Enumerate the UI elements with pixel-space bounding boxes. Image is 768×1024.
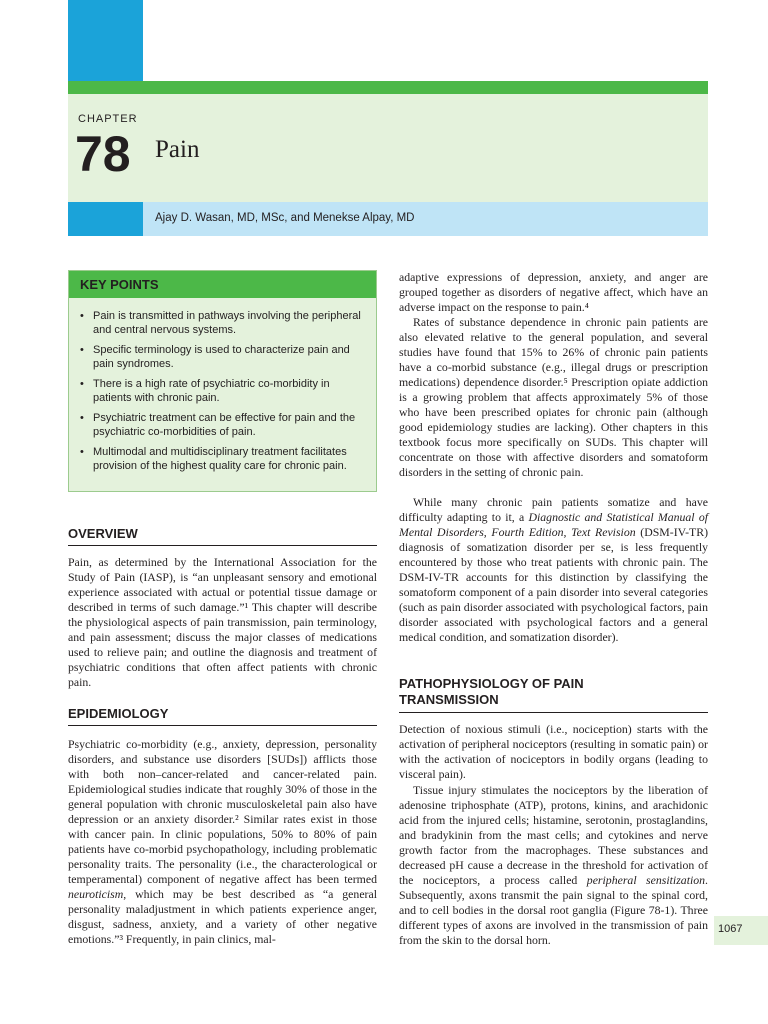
right-paragraph-3 (399, 495, 708, 645)
pathophysiology-heading-line1: PATHOPHYSIOLOGY OF PAIN (399, 676, 584, 691)
key-point-text: Pain is transmitted in pathways involving the peripheral and central nervous systems. (93, 310, 361, 336)
bullet-icon: • (80, 344, 84, 356)
header-accent-block (68, 0, 143, 81)
page-number: 1067 (718, 923, 743, 935)
patho-p2-emphasis: peripheral sensitization (586, 873, 706, 887)
pathophysiology-heading (399, 676, 584, 708)
bullet-icon: • (80, 412, 84, 424)
bullet-icon: • (80, 310, 84, 322)
key-point-text: There is a high rate of psychiatric co-morbidity in patients with chronic pain. (93, 378, 330, 404)
pathophysiology-rule (399, 712, 708, 713)
key-point-item (78, 377, 370, 405)
key-point-text: Specific terminology is used to characterize pain and pain syndromes. (93, 344, 350, 370)
right-p3-part2: (DSM-IV-TR) diagnosis of somatization disorder per se, is less frequently encountered by those who treat patients with chronic pain. The DSM-IV-TR accounts for this distinction by classifying the somatoform component of a pain disorder into several categories (such as pain disorder associated with psychological factors, pain disorder associated with psychological factors and a general medical condition, and somatization disorder). (399, 525, 709, 644)
key-points-header (69, 271, 376, 298)
epidemiology-text-part2: , which may be best described as “a general personality maladjustment in which patients experience anger, disgust, sadness, anxiety, and a variety of other negative emotions.”³ Frequently, in pain clinics, mal- (68, 887, 377, 946)
key-point-item (78, 309, 370, 337)
key-points-title: KEY POINTS (80, 277, 159, 292)
right-paragraph-2: Rates of substance dependence in chronic pain patients are also elevated relative to the general population, and several studies have found that 15% to 26% of chronic pain patients have a co-morbid substance (e.g., illegal drugs or prescription medications) dependence disorder.⁵ Prescription opiate addiction is a growing problem that affects approximately 5% of those who have been prescribed opiates for chronic pain (although good epidemiology studies are lacking). Other chapters in this textbook focus more specifically on SUDs. This chapter will concentrate on those with affective disorders and somatoform disorders in the setting of chronic pain. (399, 315, 708, 479)
overview-heading: OVERVIEW (68, 526, 138, 541)
header-green-bar (68, 81, 708, 94)
key-point-text: Multimodal and multidisciplinary treatment facilitates provision of the highest quality care for chronic pain. (93, 446, 347, 472)
overview-rule (68, 545, 377, 546)
pathophysiology-paragraph-1: Detection of noxious stimuli (i.e., nociception) starts with the activation of peripheral nociceptors (resulting in somatic pain) or with the activation of nociceptors in bodily organs (leading to visceral pain). (399, 722, 708, 781)
epidemiology-rule (68, 725, 377, 726)
key-points-box (68, 270, 377, 492)
patho-p2-part1: Tissue injury stimulates the nociceptors by the liberation of adenosine triphosphate (ATP), protons, kinins, and arachidonic acid from the injured cells; histamine, serotonin, prostaglandins, and bradykinin from the mast cells; and cytokines and nerve growth factor from the macrophages. These substances and decreased pH cause a decrease in the threshold for activation of the nociceptors, a process called (399, 783, 708, 887)
right-p3-part1: While many chronic pain patients somatize and have difficulty adapting to it, a (399, 495, 708, 524)
pathophysiology-heading-line2: TRANSMISSION (399, 692, 499, 707)
epidemiology-text-emphasis: neuroticism (68, 887, 124, 901)
chapter-label: CHAPTER (78, 113, 138, 125)
key-points-list (78, 309, 370, 479)
pathophysiology-paragraph-2 (399, 783, 708, 948)
chapter-title: Pain (155, 136, 200, 163)
chapter-authors: Ajay D. Wasan, MD, MSc, and Menekse Alpay, MD (155, 212, 415, 224)
epidemiology-paragraph (68, 737, 377, 947)
patho-p2-part2: . Subsequently, axons transmit the pain signal to the spinal cord, and to cell bodies in the dorsal root ganglia (Figure 78-1). Three different types of axons are involved in the transmission of pain from the skin to the dorsal horn. (399, 873, 708, 947)
key-point-item (78, 445, 370, 473)
key-point-item (78, 411, 370, 439)
key-point-item (78, 343, 370, 371)
right-p3-emphasis: Diagnostic and Statistical Manual of Mental Disorders, Fourth Edition, Text Revision (399, 510, 709, 539)
overview-paragraph: Pain, as determined by the International Association for the Study of Pain (IASP), is “an unpleasant sensory and emotional experience associated with actual or potential tissue damage or described in terms of such damage.”¹ This chapter will describe the physiological aspects of pain transmission, pain terminology, and pain assessment; discuss the major classes of medications used to relieve pain; and outline the diagnosis and treatment of psychiatric conditions that often affect patients with chronic pain. (68, 555, 377, 689)
key-point-text: Psychiatric treatment can be effective for pain and the psychiatric co-morbidities of pain. (93, 412, 356, 438)
bullet-icon: • (80, 446, 84, 458)
epidemiology-heading: EPIDEMIOLOGY (68, 706, 169, 721)
epidemiology-text-part1: Psychiatric co-morbidity (e.g., anxiety, depression, personality disorders, and substance use disorders [SUDs]) afflicts those with both non–cancer-related and cancer-related pain. Epidemiological studies indicate that roughly 30% of those in the general population with chronic musculoskeletal pain also have depression or an anxiety disorder.² Similar rates exist in those with cancer pain. In clinic populations, 50% to 80% of pain patients have co-morbid psychopathology, including problematic personality traits. The personality (i.e., the characterological or temperamental) component of negative affect has been termed (68, 737, 377, 886)
bullet-icon: • (80, 378, 84, 390)
chapter-number: 78 (75, 126, 131, 182)
right-paragraph-1: adaptive expressions of depression, anxiety, and anger are grouped together as disorders of negative affect, which have an adverse impact on the response to pain.⁴ (399, 270, 708, 314)
author-accent-block (68, 202, 143, 236)
